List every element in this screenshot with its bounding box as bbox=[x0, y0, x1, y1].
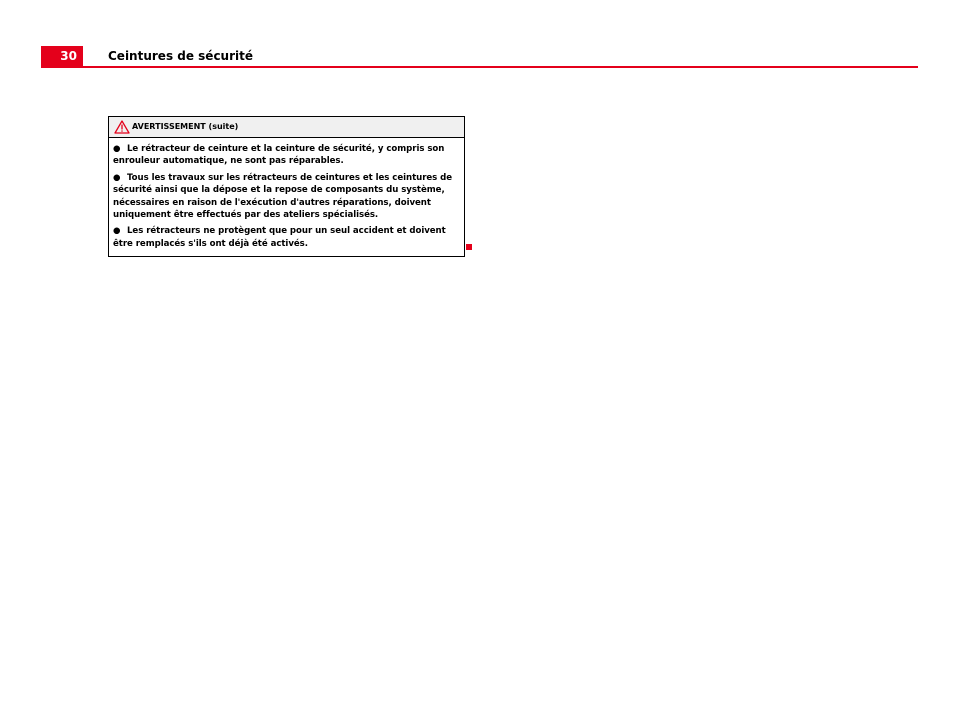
bullet: ● bbox=[113, 144, 121, 154]
header-rule bbox=[41, 66, 918, 68]
warning-item bbox=[113, 172, 458, 222]
warning-box bbox=[108, 116, 465, 257]
bullet: ● bbox=[113, 172, 121, 183]
bullet: ● bbox=[113, 226, 121, 237]
section-end-mark bbox=[466, 244, 472, 250]
warning-item-text: Le rétracteur de ceinture et la ceinture de sécurité, y compris son enrouleur automatique, ne sont pas réparables. bbox=[113, 144, 445, 167]
warning-header bbox=[109, 117, 464, 138]
warning-body bbox=[109, 138, 464, 250]
warning-item-text: Tous les travaux sur les rétracteurs de ceintures et les ceintures de sécurité ainsi que la dépose et la repose de composants du système, nécessaires en raison de l'exécution d'autres réparations, doivent uniquement être effectués par des ateliers spécialisés. bbox=[113, 172, 453, 221]
page-number: 30 bbox=[41, 46, 83, 66]
page-header bbox=[41, 46, 918, 68]
warning-title: AVERTISSEMENT (suite) bbox=[132, 122, 239, 131]
warning-triangle-icon bbox=[114, 120, 130, 134]
warning-item bbox=[113, 143, 458, 168]
warning-item bbox=[113, 225, 458, 250]
warning-item-text: Les rétracteurs ne protègent que pour un seul accident et doivent être remplacés s'ils ont déjà été activés. bbox=[113, 226, 446, 249]
chapter-title: Ceintures de sécurité bbox=[108, 49, 254, 63]
